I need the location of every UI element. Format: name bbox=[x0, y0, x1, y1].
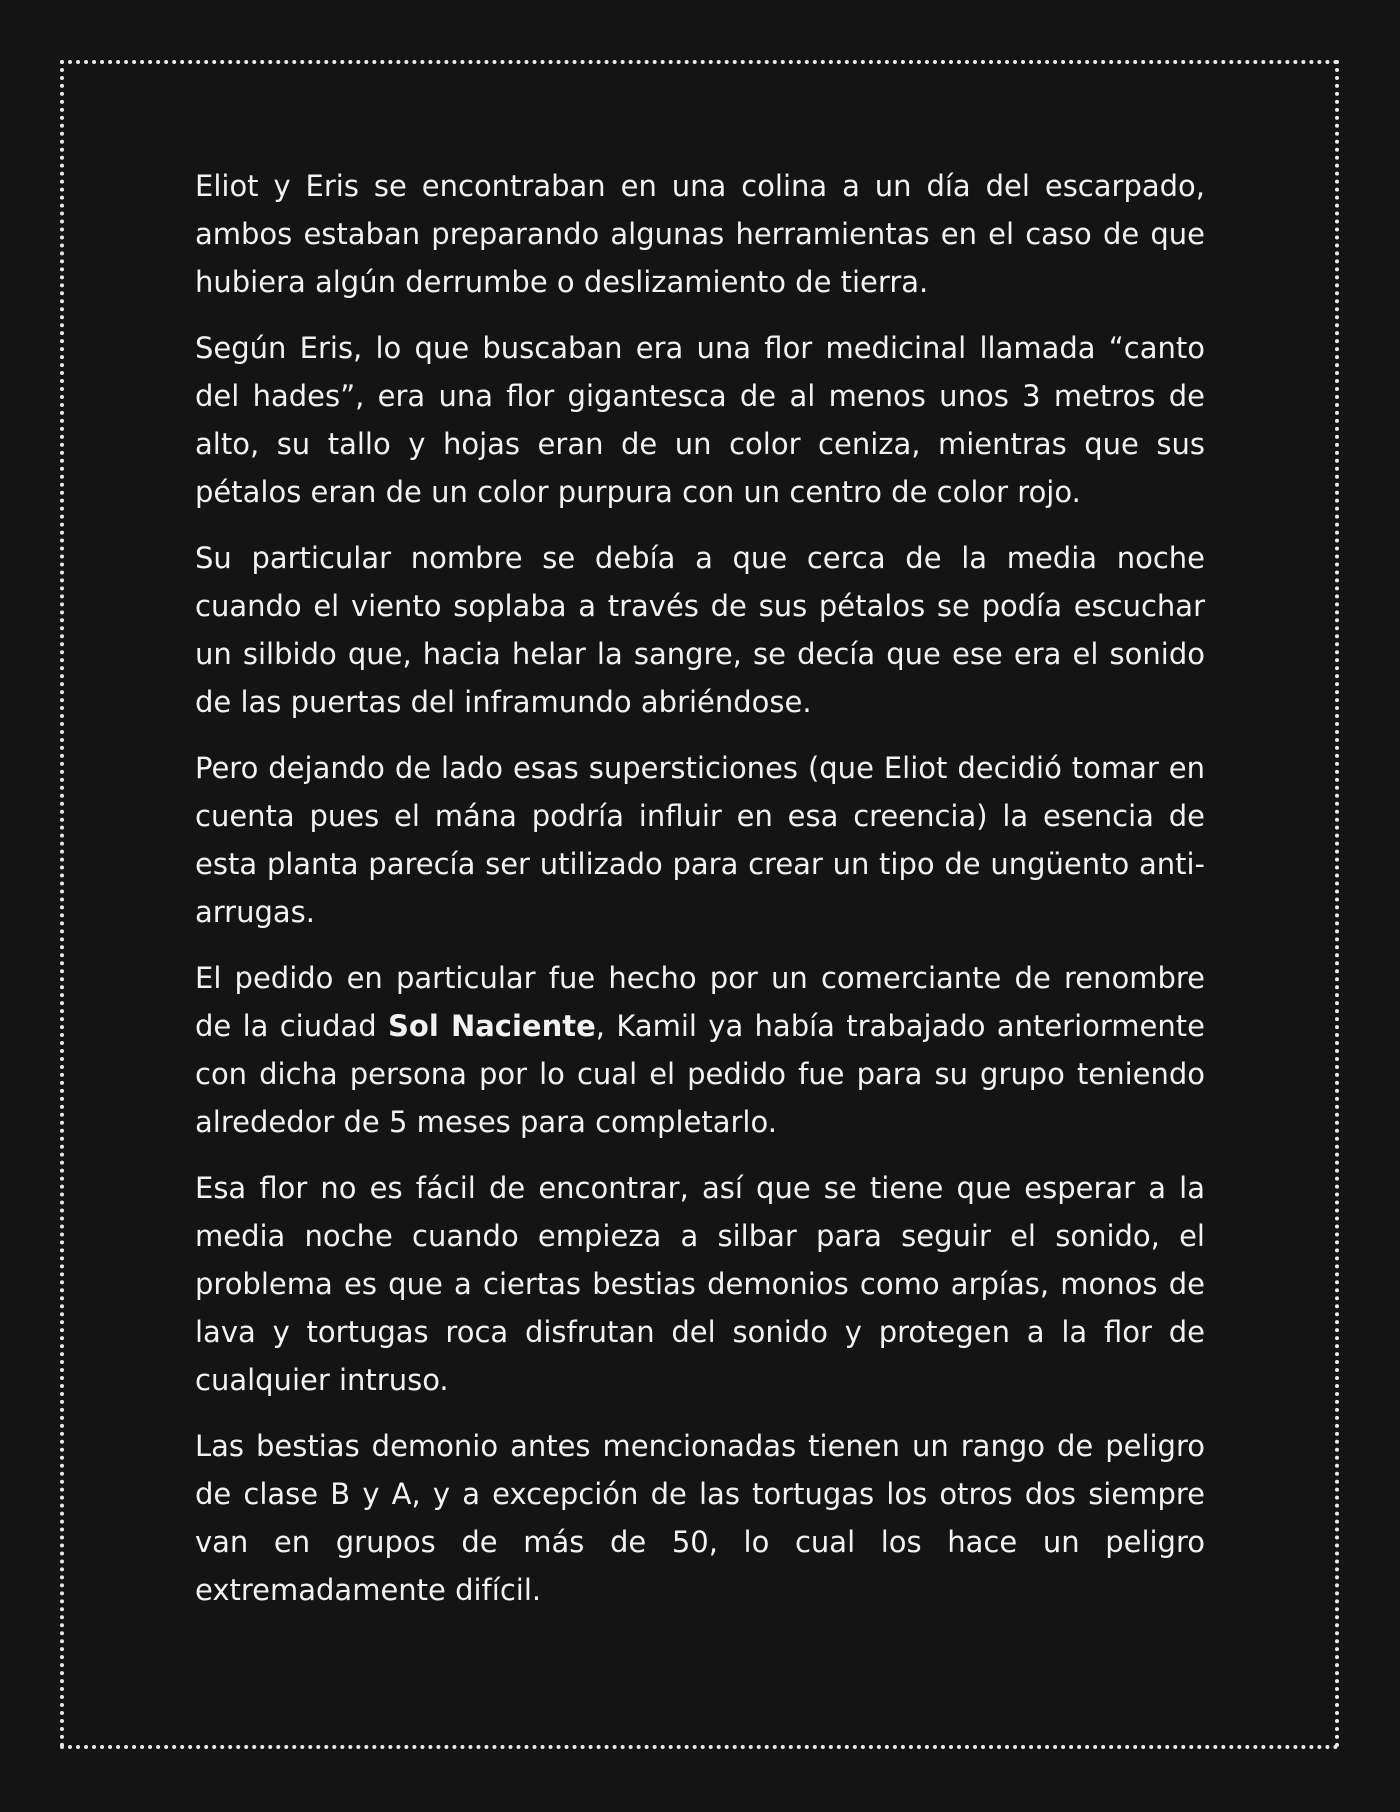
paragraph-text: Según Eris, lo que buscaban era una flor medicinal llamada “canto del hades”, era una flor gigantesca de al menos unos 3 metros de alto, su tallo y hojas eran de un color ceniza, mientras que sus pétalos eran de un color purpura con un centro de color rojo. bbox=[195, 331, 1205, 509]
paragraph-3 bbox=[195, 534, 1205, 726]
story-text bbox=[195, 162, 1205, 1632]
paragraph-4 bbox=[195, 744, 1205, 936]
paragraph-2 bbox=[195, 324, 1205, 516]
paragraph-text: Su particular nombre se debía a que cerca de la media noche cuando el viento soplaba a través de sus pétalos se podía escuchar un silbido que, hacia helar la sangre, se decía que ese era el sonido de las puertas del inframundo abriéndose. bbox=[195, 541, 1205, 719]
paragraph-text: , Kamil ya había trabajado anteriormente con dicha persona por lo cual el pedido fue para su grupo teniendo alrededor de 5 meses para completarlo. bbox=[195, 1009, 1205, 1139]
paragraph-1 bbox=[195, 162, 1205, 306]
paragraph-7 bbox=[195, 1422, 1205, 1614]
paragraph-text: Pero dejando de lado esas supersticiones (que Eliot decidió tomar en cuenta pues el mána podría influir en esa creencia) la esencia de esta planta parecía ser utilizado para crear un tipo de ungüento anti-arrugas. bbox=[195, 751, 1205, 929]
paragraph-text: Esa flor no es fácil de encontrar, así que se tiene que esperar a la media noche cuando empieza a silbar para seguir el sonido, el problema es que a ciertas bestias demonios como arpías, monos de lava y tortugas roca disfrutan del sonido y protegen a la flor de cualquier intruso. bbox=[195, 1171, 1205, 1397]
paragraph-text: El pedido en particular fue hecho por un comerciante de renombre de la ciudad bbox=[195, 961, 1205, 1043]
paragraph-text: Las bestias demonio antes mencionadas tienen un rango de peligro de clase B y A, y a excepción de las tortugas los otros dos siempre van en grupos de más de 50, lo cual los hace un peligro extremadamente difícil. bbox=[195, 1429, 1205, 1607]
paragraph-6 bbox=[195, 1164, 1205, 1404]
paragraph-text: Eliot y Eris se encontraban en una colina a un día del escarpado, ambos estaban preparando algunas herramientas en el caso de que hubiera algún derrumbe o deslizamiento de tierra. bbox=[195, 169, 1205, 299]
paragraph-5 bbox=[195, 954, 1205, 1146]
city-name-bold: Sol Naciente bbox=[388, 1009, 596, 1043]
